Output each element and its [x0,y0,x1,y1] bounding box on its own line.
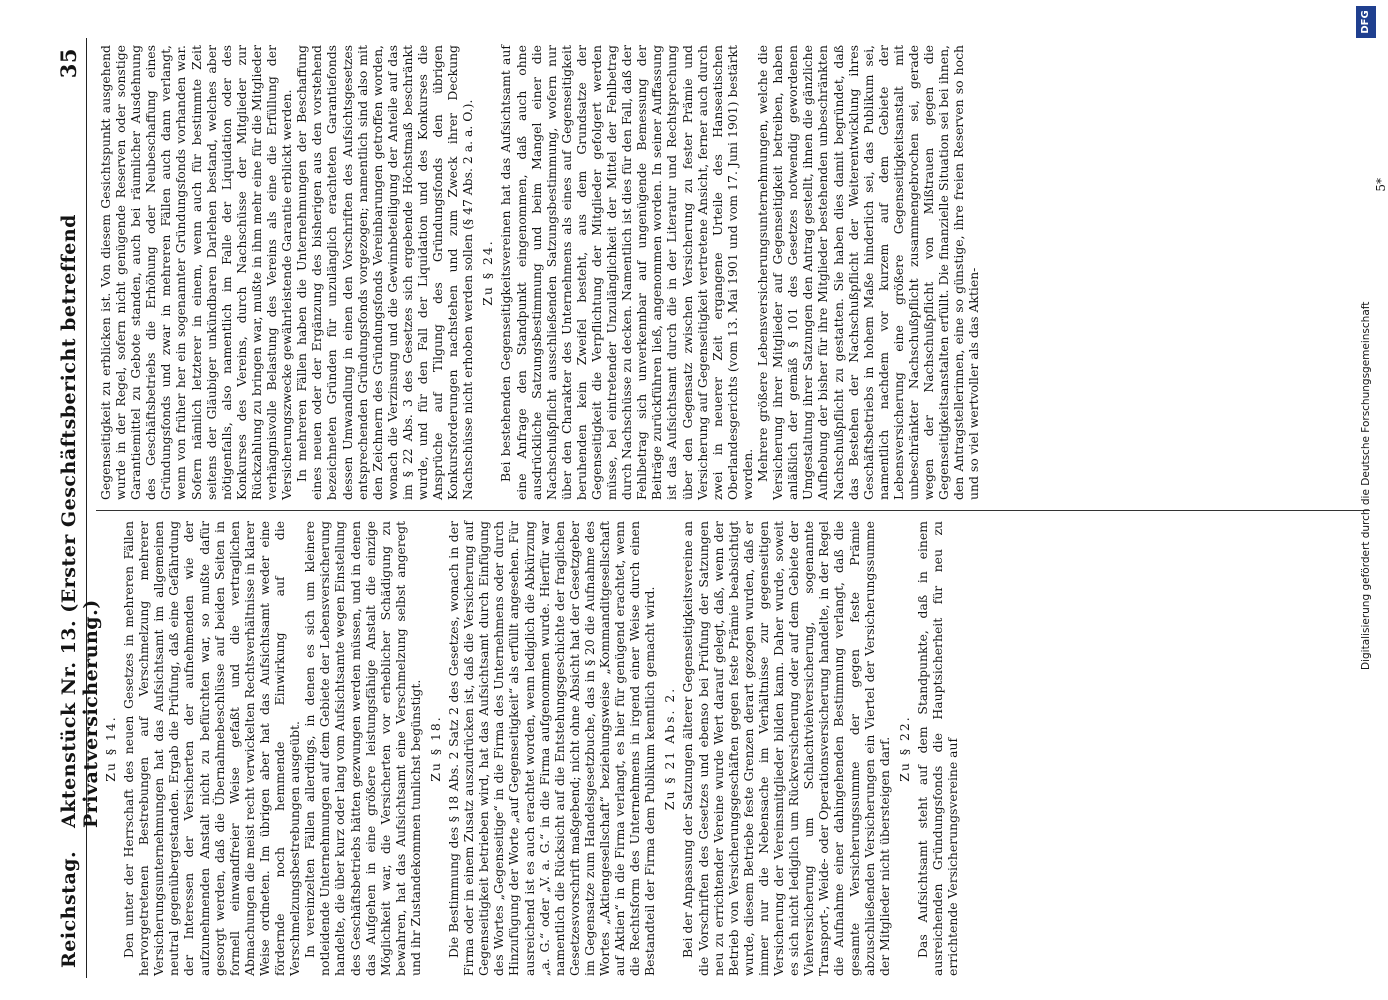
paragraph: Bei der Anpassung der Satzungen älterer Gegenseitigkeitsvereine an die Vorschriften des Gesetzes und ebenso bei Prüfung der Satzungen neu zu errichtender Vereine wurde Wert darauf gelegt, daß, wenn der Betrieb von Versicherungsgeschäften gegen feste Prämie beabsichtigt wurde, diesem Betriebe feste Grenzen derart gezogen wurden, daß er immer nur die Nebensache im Verhältnisse zur gegenseitigen Versicherung der Vereinsmitglieder bilden kann. Daher wurde, soweit es sich nicht lediglich um Rückversicherung oder auf dem Gebiete der Viehversicherung um Schlachtviehversicherung, sogenannte Transport-, Weide- oder Operationsversicherung handelte, in der Regel die Aufnahme einer dahingehenden Bestimmung verlangt, daß die gesamte Versicherungssumme der gegen feste Prämie abzuschließenden Versicherungen ein Viertel der Versicherungssumme der Mitglieder nicht übersteigen darf. [680,521,892,976]
paragraph: Mehrere größere Lebensversicherungsunternehmungen, welche die Versicherung ihrer Mitglieder auf Gegenseitigkeit betreiben, haben anläßlich der gemäß § 101 des Gesetzes notwendig gewordenen Umgestaltung ihrer Satzungen den Antrag gestellt, ihnen die gänzliche Aufhebung der bisher für ihre Mitglieder bestehenden unbeschränkten Nachschußpflicht zu gestatten. Sie haben dies damit begründet, daß das Bestehen der Nachschußpflicht der Weiterentwicklung ihres Geschäftsbetriebs in hohem Maße hinderlich sei, das Publikum sei, namentlich nachdem vor kurzem auf dem Gebiete der Lebensversicherung eine größere Gegenseitigkeitsanstalt mit unbeschränkter Nachschußpflicht zusammengebrochen sei, gerade wegen der Nachschußpflicht von Mißtrauen gegen die Gegenseitigkeitsanstalten erfüllt. Die finanzielle Situation sei bei ihnen, den Antragstellerinnen, eine so günstige, ihre freien Reserven so hoch und so viel wertvoller als das Aktien- [755,45,982,500]
paragraph: Bei bestehenden Gegenseitigkeitsvereinen hat das Aufsichtsamt auf eine Anfrage den Standpunkt eingenommen, daß auch ohne ausdrückliche Satzungsbestimmung und beim Mangel einer die Nachschußpflicht ausschließenden Satzungsbestimmung, wofern nur über den Charakter des Unternehmens als eines auf Gegenseitigkeit beruhenden kein Zweifel besteht, aus dem Grundsatze der Gegenseitigkeit die Verpflichtung der Mitglieder gefolgert werden müsse, bei eintretender Unzulänglichkeit der Mittel der Fehlbetrag durch Nachschüsse zu decken. Namentlich ist dies für den Fall, daß der Fehlbetrag sich unverkennbar auf ungenügende Bemessung der Beiträge zurückführen ließ, angenommen worden. In seiner Auffassung ist das Aufsichtsamt durch die in der Literatur und Rechtsprechung über den Gegensatz zwischen Versicherung zu fester Prämie und Versicherung auf Gegenseitigkeit vertretene Ansicht, ferner auch durch zwei in neuerer Zeit ergangene Urteile des Hanseatischen Oberlandesgerichts (vom 13. Mai 1901 und vom 17. Juni 1901) bestärkt worden. [498,45,755,500]
section-heading: Zu § 24. [480,239,496,306]
dfg-logo: DFG [1356,6,1376,38]
header-left-label: Reichstag. [58,850,80,968]
signature-mark: 5* [1374,178,1388,192]
running-head [52,38,102,978]
page-number: 35 [56,48,81,79]
paragraph: Gegenseitigkeit zu erblicken ist. Von diesem Gesichtspunkt ausgehend wurde in der Regel, sofern nicht genügende Reserven oder sonstige Garantiemittel zu Gebote standen, auch bei räumlicher Ausdehnung des Geschäftsbetriebs die Erhöhung oder Neubeschaffung eines Gründungsfonds und zwar in mehreren Fällen auch dann verlangt, wenn von früher her ein sogenannter Gründungsfonds vorhanden war. Sofern nämlich letzterer in einem, wenn auch für bestimmte Zeit seitens der Gläubiger unkündbaren Darlehen bestand, welches aber nötigenfalls, also namentlich im Falle der Liquidation oder des Konkurses des Vereins, durch Nachschüsse der Mitglieder zur Rückzahlung zu bringen war, mußte in ihm mehr eine für die Mitglieder verhängnisvolle Belastung des Vereins als eine die Erfüllung der Versicherungszwecke gewährleistende Garantie erblickt werden. [98,45,295,500]
right-text-column [98,45,1370,500]
left-text-column [98,521,1370,976]
digitization-credit [1351,0,1383,1000]
header-title: Aktenstück Nr. 13. (Erster Geschäftsbericht betreffend Privatversicherung.) [58,214,102,828]
section-heading: Zu § 18. [427,715,443,782]
document-page [52,38,1388,978]
paragraph: Den unter der Herrschaft des neuen Gesetzes in mehreren Fällen hervorgetretenen Bestrebungen auf Verschmelzung mehrerer Versicherungsunternehmungen hat das Aufsichtsamt im allgemeinen neutral gegenübergestanden. Ergab die Prüfung, daß eine Gefährdung der Interessen der Versicherten der aufnehmenden wie der aufzunehmenden Anstalt nicht zu befürchten war, so mußte dafür gesorgt werden, daß die Übernahmebeschlüsse auf beiden Seiten in formell einwandfreier Weise gefaßt und die vertraglichen Abmachungen die meist recht verwickelten Rechtsverhältnisse in klarer Weise ordneten. Im übrigen aber hat das Aufsichtsamt weder eine fördernde noch hemmende Einwirkung auf die Verschmelzungsbestrebungen ausgeübt. [121,521,303,976]
credit-text: Digitalisierung gefördert durch die Deutsche Forschungsgemeinschaft [1360,301,1372,670]
column-divider [96,510,1370,511]
paragraph: Das Aufsichtsamt steht auf dem Standpunkte, daß in einem ausreichenden Gründungsfonds die Hauptsicherheit für neu zu errichtende Versicherungsvereine auf [914,521,961,976]
paragraph: In vereinzelten Fällen allerdings, in denen es sich um kleinere notleidende Unternehmungen auf dem Gebiete der Lebensversicherung handelte, die über kurz oder lang vom Aufsichtsamte wegen Einstellung des Geschäftsbetriebs hätten gezwungen werden müssen, und in denen das Aufgehen in eine größere leistungsfähige Anstalt die einzige Möglichkeit war, die Versicherten vor erheblicher Schädigung zu bewahren, hat das Aufsichtsamt eine Verschmelzung selbst angeregt und ihr Zustandekommen tunlichst begünstigt. [302,521,423,976]
section-heading: Zu § 21 Abs. 2. [662,686,678,811]
paragraph: In mehreren Fällen haben die Unternehmungen der Beschaffung eines neuen oder der Ergänzung des bisherigen aus den vorstehend bezeichneten Gründen für unzulänglich erachteten Garantiefonds dessen Umwandlung in einen den Vorschriften des Aufsichtsgesetzes entsprechenden Gründungsfonds vorgezogen; namentlich sind also mit den Zeichnern des Gründungsfonds Vereinbarungen getroffen worden, wonach die Verzinsung und die Gewinnbeteiligung der Anteile auf das im § 22 Abs. 3 des Gesetzes sich ergebende Höchstmaß beschränkt wurde, und für den Fall der Liquidation und des Konkurses die Ansprüche auf Tilgung des Gründungsfonds den übrigen Konkursforderungen nachstehen und zum Zweck ihrer Deckung Nachschüsse nicht erhoben werden sollen (§ 47 Abs. 2 a. a. O.). [294,45,476,500]
section-heading: Zu § 14. [103,715,118,782]
paragraph: Die Bestimmung des § 18 Abs. 2 Satz 2 des Gesetzes, wonach in der Firma oder in einem Zusatz auszudrücken ist, daß die Versicherung auf Gegenseitigkeit betrieben wird, hat das Aufsichtsamt durch Einfügung des Wortes „Gegenseitige“ in die Firma des Unternehmens oder durch Hinzufügung der Worte „auf Gegenseitigkeit“ als erfüllt angesehen. Für ausreichend ist es auch erachtet worden, wenn lediglich die Abkürzung „a. G.“ oder „V. a. G.“ in die Firma aufgenommen wurde. Hierfür war namentlich die Rücksicht auf die Entstehungsgeschichte der fraglichen Gesetzesvorschrift maßgebend; nicht ohne Absicht hat der Gesetzgeber im Gegensatze zum Handelsgesetzbuche, das in § 20 die Aufnahme des Wortes „Aktiengesellschaft“ beziehungsweise „Kommanditgesellschaft auf Aktien“ in die Firma verlangt, es hier für genügend erachtet, wenn die Rechtsform des Unternehmens in irgend einer Weise durch einen Bestandteil der Firma dem Publikum kenntlich gemacht wird. [446,521,658,976]
section-heading: Zu § 22. [896,715,912,782]
